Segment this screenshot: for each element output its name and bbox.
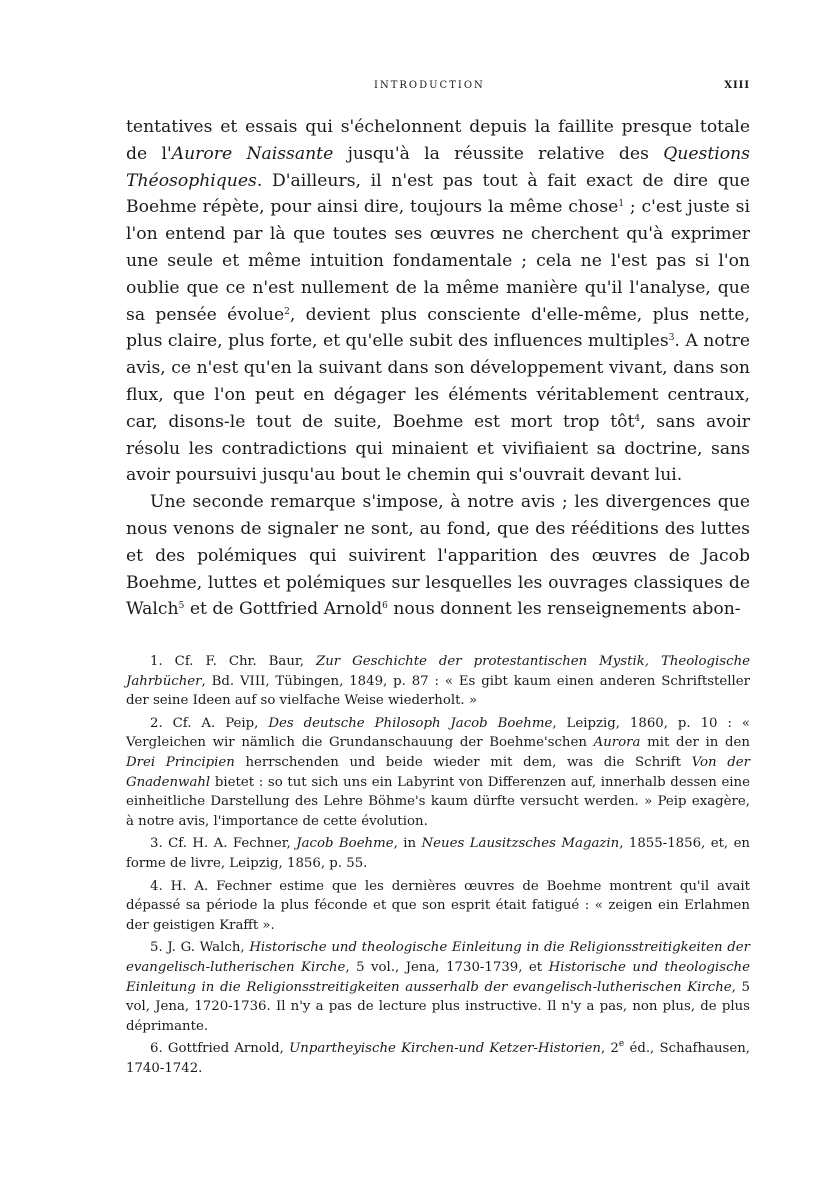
italic-title: Questions Théosophiques: [126, 143, 750, 191]
text-run: éd., Schafhausen, 1740-1742.: [126, 1041, 750, 1076]
page-number: XIII: [724, 80, 750, 91]
footnote-ref-4: 4: [634, 413, 641, 424]
text-run: bietet : so tut sich uns ein Labyrint von Differenzen auf, innerhalb dessen eine einheitliche Darstellung des Lehre Böhme's kaum dürfte versucht werden. » Peip exagère, à notre avis, l'importance de cette évolution.: [126, 774, 750, 829]
paragraph-2: [126, 489, 750, 623]
text-run: tentatives et essais qui s'échelonnent depuis la faillite presque totale de l': [126, 117, 750, 164]
text-run: 5. J. G. Walch,: [150, 940, 250, 956]
footnotes: [126, 652, 750, 1078]
text-run: 4. H. A. Fechner estime que les dernières œuvres de Boehme montrent qu'il avait dépassé sa période la plus féconde et que son esprit était fatigué : « zeigen ein Erlahmen der geistigen Krafft ».: [126, 878, 750, 933]
footnote-2: [126, 714, 750, 832]
text-run: , Leipzig, 1860, p. 10 : « Vergleichen wir nämlich die Grundanschauung der Boehme'schen: [126, 715, 751, 751]
text-run: , 5 vol, Jena, 1720-1736. Il n'y a pas de lecture plus instructive. Il n'y a pas, non plus, de plus déprimante.: [126, 979, 750, 1034]
footnote-ref-6: 6: [382, 601, 388, 612]
italic-title: Drei Principien: [126, 754, 235, 770]
text-run: 6. Gottfried Arnold,: [150, 1041, 290, 1057]
italic-title: Neues Lausitzsches Magazin: [421, 836, 620, 852]
text-run: . A notre avis, ce n'est qu'en la suivant dans son développement vivant, dans son flux, que l'on peut en dégager les éléments véritablement centraux, car, disons-le tout de suite, Boehme est mort trop tôt: [126, 331, 751, 432]
text-run: , in: [393, 836, 422, 852]
running-title: INTRODUCTION: [374, 80, 485, 91]
italic-title: Zur Geschichte der protestantischen Mystik, Theologische Jahrbücher: [126, 654, 750, 689]
footnote-1: [126, 652, 750, 711]
text-run: , 2: [601, 1041, 619, 1057]
text-run: , Bd. VIII, Tübingen, 1849, p. 87 : « Es gibt kaum einen anderen Schriftsteller der seine Ideen auf so vielfache Weise wiederholt. »: [126, 673, 750, 709]
italic-title: Des deutsche Philosoph Jacob Boehme: [268, 715, 553, 731]
text-run: ; c'est juste si l'on entend par là que toutes ses œuvres ne cherchent qu'à exprimer une seule et même intuition fondamentale ; cela ne l'est pas si l'on oublie que ce n'est nullement de la même manière qu'il l'analyse, que sa pensée évolue: [126, 197, 750, 325]
italic-title: Historische und theologische Einleitung in die Religionsstreitigkeiten ausserhalb der evangelisch-lutherischen Kirche: [126, 959, 750, 995]
main-text: [126, 114, 750, 623]
italic-title: Historische und theologische Einleitung in die Religionsstreitigkeiten der evangelisch-lutherischen Kirche: [126, 940, 751, 975]
text-run: nous donnent les renseignements abon-: [387, 599, 741, 620]
footnote-5: [126, 938, 750, 1036]
footnote-ref-2: 2: [284, 306, 290, 317]
footnote-4: [126, 877, 750, 936]
text-run: , 5 vol., Jena, 1730-1739, et: [345, 959, 549, 975]
italic-title: Jacob Boehme: [296, 836, 394, 852]
text-run: , devient plus consciente d'elle-même, plus nette, plus claire, plus forte, et qu'elle subit des influences multiples: [126, 304, 750, 352]
text-run: 2. Cf. A. Peip,: [150, 715, 269, 731]
paragraph-1: [126, 114, 750, 489]
footnote-6: [126, 1039, 750, 1078]
text-run: 1. Cf. F. Chr. Baur,: [150, 654, 316, 669]
superscript: e: [618, 1039, 625, 1050]
italic-title: Aurora: [593, 735, 641, 751]
italic-title: Von der Gnadenwahl: [126, 754, 751, 790]
footnote-ref-1: 1: [618, 199, 625, 210]
text-run: Une seconde remarque s'impose, à notre avis ; les divergences que nous venons de signaler ne sont, au fond, que des rééditions des luttes et des polémiques qui suivirent l'apparition des œuvres de Jacob Boehme, luttes et polémiques sur lesquelles les ouvrages classiques de Walch: [126, 492, 750, 620]
italic-title: Unpartheyische Kirchen-und Ketzer-Historien: [289, 1041, 601, 1057]
text-run: et de Gottfried Arnold: [184, 599, 383, 620]
text-run: mit der in den: [640, 735, 750, 751]
italic-title: Aurore Naissante: [171, 143, 334, 164]
text-run: . D'ailleurs, il n'est pas tout à fait exact de dire que Boehme répète, pour ainsi dire, toujours la même chose: [126, 170, 750, 218]
text-run: herrschenden und beide wieder mit dem, was die Schrift: [234, 754, 692, 770]
text-run: , 1855-1856, et, en forme de livre, Leipzig, 1856, p. 55.: [126, 836, 750, 871]
footnote-3: [126, 834, 750, 873]
running-head: [126, 80, 750, 96]
text-run: 3. Cf. H. A. Fechner,: [150, 836, 297, 852]
text-run: jusqu'à la réussite relative des: [333, 143, 664, 164]
footnote-ref-5: 5: [178, 601, 185, 612]
text-run: , sans avoir résolu les contradictions qui minaient et vivifiaient sa doctrine, sans avoir poursuivi jusqu'au bout le chemin qui s'ouvrait devant lui.: [126, 411, 750, 486]
footnote-ref-3: 3: [668, 333, 675, 344]
